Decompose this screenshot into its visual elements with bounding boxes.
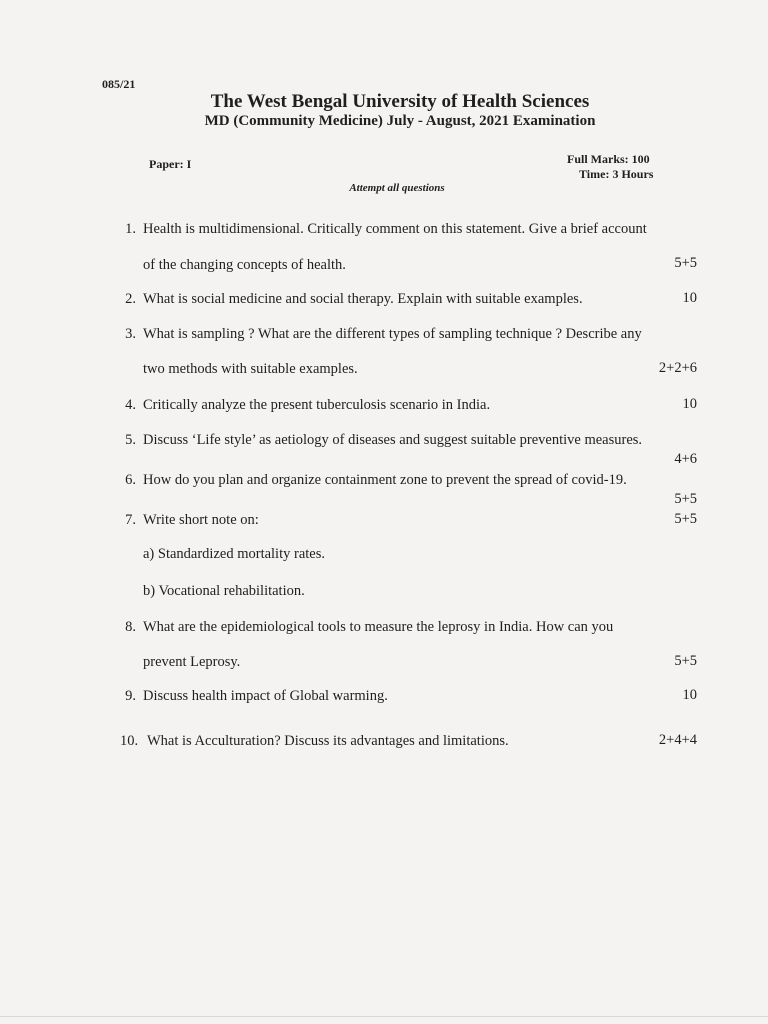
question-marks: 4+6 <box>674 451 697 467</box>
question-text: Write short note on: <box>143 512 259 528</box>
question-number: 3. <box>125 326 136 342</box>
question-number: 5. <box>125 432 136 448</box>
question-marks: 5+5 <box>674 511 697 527</box>
sub-question: a) Standardized mortality rates. <box>143 546 325 562</box>
question-text: What is sampling ? What are the different types of sampling technique ? Describe any <box>143 326 642 342</box>
question-text-cont: of the changing concepts of health. <box>143 257 346 273</box>
question-number: 1. <box>125 221 136 237</box>
question-marks: 10 <box>682 396 697 412</box>
question-text: What is Acculturation? Discuss its advantages and limitations. <box>147 733 509 749</box>
instruction: Attempt all questions <box>349 182 445 194</box>
question-text: Discuss health impact of Global warming. <box>143 688 388 704</box>
paper-code: 085/21 <box>102 77 136 91</box>
paper-label: Paper: I <box>149 157 192 171</box>
question-marks: 10 <box>682 290 697 306</box>
question-number: 8. <box>125 619 136 635</box>
question-marks: 5+5 <box>674 491 697 507</box>
question-text-cont: prevent Leprosy. <box>143 654 241 670</box>
sub-question: b) Vocational rehabilitation. <box>143 583 305 599</box>
page-edge-line <box>0 1016 768 1017</box>
question-number: 4. <box>125 397 136 413</box>
question-marks: 10 <box>682 687 697 703</box>
time-allowed: Time: 3 Hours <box>579 167 654 181</box>
question-number: 2. <box>125 291 136 307</box>
full-marks: Full Marks: 100 <box>567 152 650 166</box>
question-number: 6. <box>125 472 136 488</box>
question-text: Discuss ‘Life style’ as aetiology of diseases and suggest suitable preventive measures. <box>143 432 643 448</box>
university-title: The West Bengal University of Health Sciences <box>210 91 590 112</box>
question-marks: 2+4+4 <box>658 732 697 748</box>
question-marks: 5+5 <box>674 653 697 669</box>
question-marks: 2+2+6 <box>658 360 697 376</box>
question-text: Critically analyze the present tuberculosis scenario in India. <box>143 397 491 413</box>
question-number: 7. <box>125 512 136 528</box>
question-marks: 5+5 <box>674 255 697 271</box>
question-number: 9. <box>125 688 136 704</box>
question-number: 10. <box>120 733 139 749</box>
question-text: How do you plan and organize containment zone to prevent the spread of covid-19. <box>143 472 627 488</box>
question-text: Health is multidimensional. Critically comment on this statement. Give a brief account <box>143 221 647 237</box>
question-text: What are the epidemiological tools to measure the leprosy in India. How can you <box>143 619 614 635</box>
question-text-cont: two methods with suitable examples. <box>143 361 358 377</box>
question-text: What is social medicine and social therapy. Explain with suitable examples. <box>143 291 583 307</box>
exam-title: MD (Community Medicine) July - August, 2021 Examination <box>204 113 596 129</box>
